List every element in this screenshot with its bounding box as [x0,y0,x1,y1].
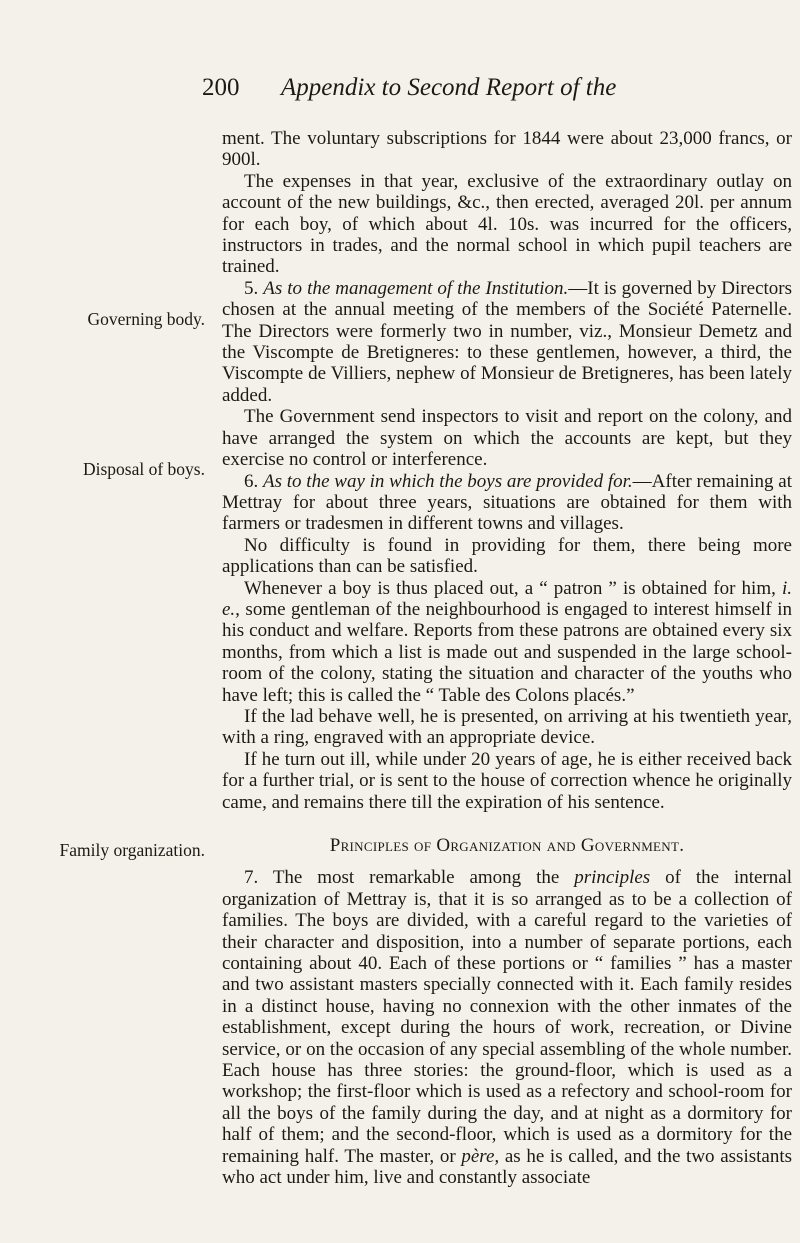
item-body: —After remaining at Mettray for about three years, situations are obtained for them with farmers or tradesmen in different towns and villages. [222,470,792,535]
paragraph-turn-out-ill: If he turn out ill, while under 20 years of age, he is either received back for a further trial, or is sent to the house of correction whence he originally came, and remains there till the expiration of his sentence. [222,748,792,813]
item-number: 7. [244,867,259,889]
body-text [222,128,792,1189]
paragraph-family-organization: 7. The most remarkable among the principles of the internal organization of Mettray is, that it is so arranged as to be a collection of families. The boys are divided, with a careful regard to the varieties of their character and disposition, into a number of separate portions, each containing about 40. Each of these portions or “ families ” has a master and two assistant masters specially connected with it. Each family resides in a distinct house, having no connexion with the other inmates of the establishment, except during the hours of work, recreation, or Divine service, or on the occasion of any special assembling of the whole number. Each house has three stories: the ground-floor, which is used as a workshop; the first-floor which is used as a refectory and school-room for all the boys of the family during the day, and at night as a dormitory for half of them; and the second-floor, which is used as a dormitory for the remaining half. The master, or père, as he is called, and the two assistants who act under him, live and constantly associate [222,867,792,1189]
margin-note-disposal-of-boys: Disposal of boys. [82,459,205,479]
margin-note-family-organization: Family organization. [59,840,205,860]
item-heading: As to the management of the Institution. [263,277,569,299]
paragraph-patron: Whenever a boy is thus placed out, a “ patron ” is obtained for him, i. e., some gentleman of the neighbourhood is engaged to interest himself in his conduct and welfare. Reports from these patrons are obtained every six months, from which a list is made out and suspended in the large school-room of the colony, stating the situation and character of the youths who have left; this is called the “ Table des Colons placés.” [222,577,792,706]
item-number: 5. [244,277,259,299]
running-title: Appendix to Second Report of the [281,74,617,101]
page-number: 200 [202,74,240,101]
paragraph-management [222,278,792,406]
page-header [0,74,800,114]
paragraph-government-inspectors: The Government send inspectors to visit and report on the colony, and have arranged the system on which the accounts are kept, but they exercise no control or interference. [222,406,792,471]
section-heading: Principles of Organization and Government. [329,835,685,856]
paragraph-subscriptions: ment. The voluntary subscriptions for 1844 were about 23,000 francs, or 900l. [222,128,792,171]
paragraph-ring: If the lad behave well, he is presented, on arriving at his twentieth year, with a ring, engraved with an appropriate device. [222,705,792,749]
margin-note-governing-body: Governing body. [87,309,205,329]
paragraph-expenses: The expenses in that year, exclusive of the extraordinary outlay on account of the new buildings, &c., then erected, averaged 20l. per annum for each boy, of which about 4l. 10s. was incurred for the officers, instructors in trades, and the normal school in which pupil teachers are trained. [222,170,792,278]
item-heading: As to the way in which the boys are provided for. [263,470,633,492]
item-body: —It is governed by Directors chosen at the annual meeting of the members of the Société Paternelle. The Directors were formerly two in number, viz., Monsieur Demetz and the Viscompte de Bretigneres: to these gentlemen, however, a third, the Viscompte de Villiers, nephew of Monsieur de Bretigneres, has been lately added. [222,277,792,406]
paragraph-no-difficulty: No difficulty is found in providing for them, there being more applications than can be satisfied. [222,534,792,578]
paragraph-provided-for [222,471,792,535]
item-number: 6. [244,470,259,492]
